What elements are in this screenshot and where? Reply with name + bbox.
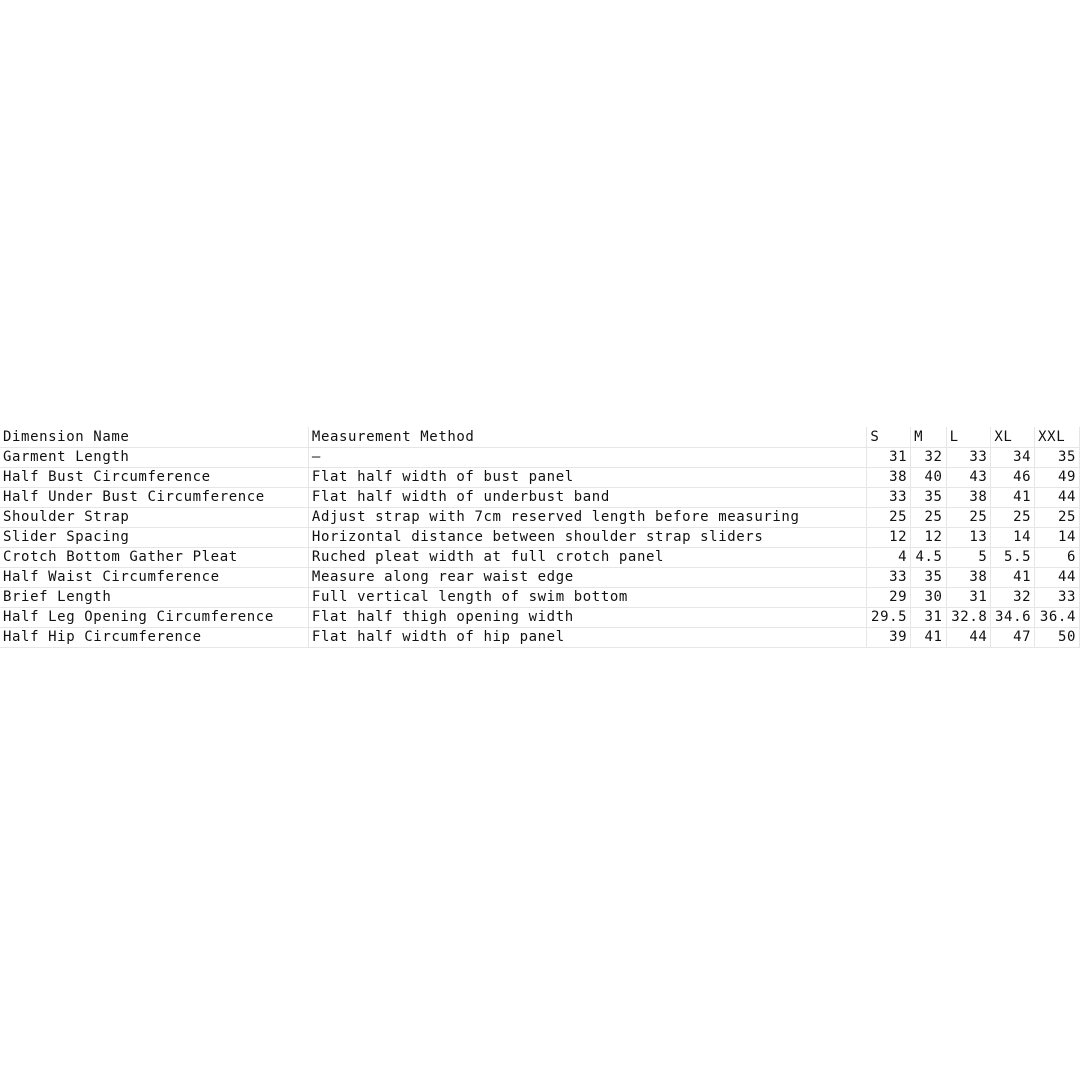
dimension-name-cell: Slider Spacing — [0, 528, 308, 548]
size-m-cell: 41 — [911, 628, 946, 648]
size-l-cell: 38 — [946, 488, 991, 508]
column-header-measurement-method: Measurement Method — [308, 427, 867, 448]
size-s-cell: 38 — [867, 468, 911, 488]
table-row — [0, 508, 1080, 528]
size-xxl-cell: 44 — [1035, 568, 1080, 588]
measurement-method-cell: — — [308, 448, 867, 468]
measurement-method-cell: Flat half width of hip panel — [308, 628, 867, 648]
size-xxl-cell: 36.4 — [1035, 608, 1080, 628]
size-l-cell: 33 — [946, 448, 991, 468]
size-l-cell: 31 — [946, 588, 991, 608]
size-xxl-cell: 33 — [1035, 588, 1080, 608]
table-row — [0, 628, 1080, 648]
dimension-name-cell: Half Under Bust Circumference — [0, 488, 308, 508]
dimension-name-cell: Half Waist Circumference — [0, 568, 308, 588]
size-m-cell: 12 — [911, 528, 946, 548]
size-xxl-cell: 14 — [1035, 528, 1080, 548]
size-m-cell: 35 — [911, 568, 946, 588]
size-xxl-cell: 49 — [1035, 468, 1080, 488]
dimension-name-cell: Half Hip Circumference — [0, 628, 308, 648]
size-s-cell: 39 — [867, 628, 911, 648]
dimension-name-cell: Shoulder Strap — [0, 508, 308, 528]
column-header-size-s: S — [867, 427, 911, 448]
size-xl-cell: 25 — [991, 508, 1035, 528]
dimension-name-cell: Brief Length — [0, 588, 308, 608]
dimension-name-cell: Garment Length — [0, 448, 308, 468]
size-m-cell: 40 — [911, 468, 946, 488]
size-s-cell: 12 — [867, 528, 911, 548]
size-xl-cell: 34.6 — [991, 608, 1035, 628]
size-chart-table — [0, 427, 1080, 648]
column-header-size-xxl: XXL — [1035, 427, 1080, 448]
size-l-cell: 5 — [946, 548, 991, 568]
table-row — [0, 528, 1080, 548]
measurement-method-cell: Full vertical length of swim bottom — [308, 588, 867, 608]
size-xxl-cell: 25 — [1035, 508, 1080, 528]
size-m-cell: 35 — [911, 488, 946, 508]
size-xl-cell: 14 — [991, 528, 1035, 548]
measurement-method-cell: Flat half thigh opening width — [308, 608, 867, 628]
size-s-cell: 33 — [867, 568, 911, 588]
table-row — [0, 548, 1080, 568]
size-m-cell: 32 — [911, 448, 946, 468]
size-m-cell: 4.5 — [911, 548, 946, 568]
size-xl-cell: 41 — [991, 568, 1035, 588]
dimension-name-cell: Half Bust Circumference — [0, 468, 308, 488]
column-header-dimension-name: Dimension Name — [0, 427, 308, 448]
size-m-cell: 25 — [911, 508, 946, 528]
measurement-method-cell: Adjust strap with 7cm reserved length before measuring — [308, 508, 867, 528]
column-header-size-m: M — [911, 427, 946, 448]
size-xl-cell: 46 — [991, 468, 1035, 488]
size-s-cell: 25 — [867, 508, 911, 528]
size-l-cell: 13 — [946, 528, 991, 548]
size-xl-cell: 5.5 — [991, 548, 1035, 568]
size-xxl-cell: 6 — [1035, 548, 1080, 568]
measurement-method-cell: Ruched pleat width at full crotch panel — [308, 548, 867, 568]
size-xl-cell: 34 — [991, 448, 1035, 468]
column-header-size-l: L — [946, 427, 991, 448]
table-row — [0, 588, 1080, 608]
size-l-cell: 44 — [946, 628, 991, 648]
dimension-name-cell: Half Leg Opening Circumference — [0, 608, 308, 628]
size-s-cell: 31 — [867, 448, 911, 468]
size-l-cell: 32.8 — [946, 608, 991, 628]
size-s-cell: 33 — [867, 488, 911, 508]
size-s-cell: 29 — [867, 588, 911, 608]
size-xl-cell: 32 — [991, 588, 1035, 608]
size-xxl-cell: 35 — [1035, 448, 1080, 468]
size-s-cell: 29.5 — [867, 608, 911, 628]
table-row — [0, 568, 1080, 588]
size-l-cell: 38 — [946, 568, 991, 588]
table-row — [0, 448, 1080, 468]
size-xxl-cell: 50 — [1035, 628, 1080, 648]
size-m-cell: 31 — [911, 608, 946, 628]
measurement-method-cell: Horizontal distance between shoulder strap sliders — [308, 528, 867, 548]
header-row — [0, 427, 1080, 448]
measurement-method-cell: Flat half width of bust panel — [308, 468, 867, 488]
size-m-cell: 30 — [911, 588, 946, 608]
size-l-cell: 25 — [946, 508, 991, 528]
dimension-name-cell: Crotch Bottom Gather Pleat — [0, 548, 308, 568]
measurement-method-cell: Flat half width of underbust band — [308, 488, 867, 508]
size-chart-sheet — [0, 427, 1080, 648]
table-row — [0, 488, 1080, 508]
table-row — [0, 468, 1080, 488]
size-s-cell: 4 — [867, 548, 911, 568]
size-l-cell: 43 — [946, 468, 991, 488]
table-row — [0, 608, 1080, 628]
size-xxl-cell: 44 — [1035, 488, 1080, 508]
measurement-method-cell: Measure along rear waist edge — [308, 568, 867, 588]
column-header-size-xl: XL — [991, 427, 1035, 448]
size-xl-cell: 47 — [991, 628, 1035, 648]
size-xl-cell: 41 — [991, 488, 1035, 508]
